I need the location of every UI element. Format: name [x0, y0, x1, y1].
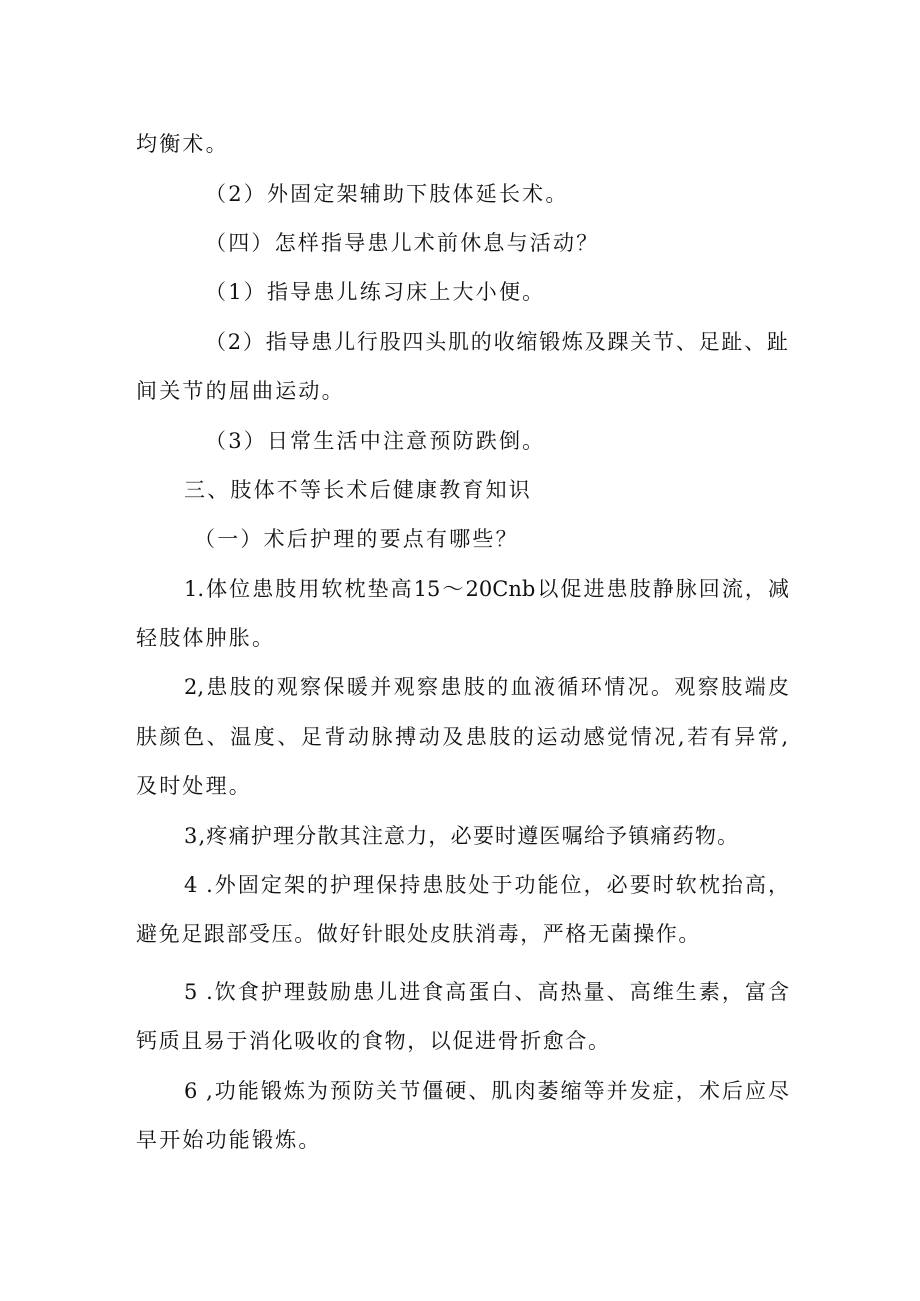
text-line-13: 肤颜色、温度、足背动脉搏动及患肢的运动感觉情况,若有异常,: [136, 725, 788, 749]
text-line-16: 4 .外固定架的护理保持患肢处于功能位，必要时软枕抬高，: [184, 873, 789, 897]
subsection-heading: （一）术后护理的要点有哪些？: [194, 527, 519, 551]
text-line-11: 轻肢体肿胀。: [136, 626, 276, 650]
text-line-14: 及时处理。: [136, 774, 252, 798]
text-line-19: 钙质且易于消化吸收的食物，以促进骨折愈合。: [136, 1029, 611, 1053]
section-heading: 三、肢体不等长术后健康教育知识: [184, 478, 532, 502]
text-line-1: 均衡术。: [136, 132, 229, 156]
text-line-3: （四）怎样指导患儿术前休息与活动？: [205, 231, 600, 255]
text-line-12: 2,患肢的观察保暖并观察患肢的血液循环情况。观察肢端皮: [184, 675, 789, 699]
text-line-10: 1.体位患肢用软枕垫高15～20Cnb以促进患肢静脉回流，减: [184, 577, 789, 601]
text-line-17: 避免足跟部受压。做好针眼处皮肤消毒，严格无菌操作。: [136, 922, 701, 946]
text-line-18: 5 .饮食护理鼓励患儿进食高蛋白、高热量、高维生素，富含: [184, 980, 789, 1004]
text-line-21: 早开始功能锻炼。: [136, 1128, 322, 1152]
text-line-20: 6 ,功能锻炼为预防关节僵硬、肌肉萎缩等并发症，术后应尽: [184, 1079, 789, 1103]
text-line-15: 3,疼痛护理分散其注意力，必要时遵医嘱给予镇痛药物。: [184, 824, 740, 848]
text-line-6: 间关节的屈曲运动。: [136, 379, 345, 403]
text-line-5: （2）指导患儿行股四头肌的收缩锻炼及踝关节、足趾、趾: [205, 330, 788, 354]
text-line-4: （1）指导患儿练习床上大小便。: [205, 280, 546, 304]
text-line-7: （3）日常生活中注意预防跌倒。: [205, 429, 546, 453]
text-line-2: （2）外固定架辅助下肢体延长术。: [205, 182, 569, 206]
